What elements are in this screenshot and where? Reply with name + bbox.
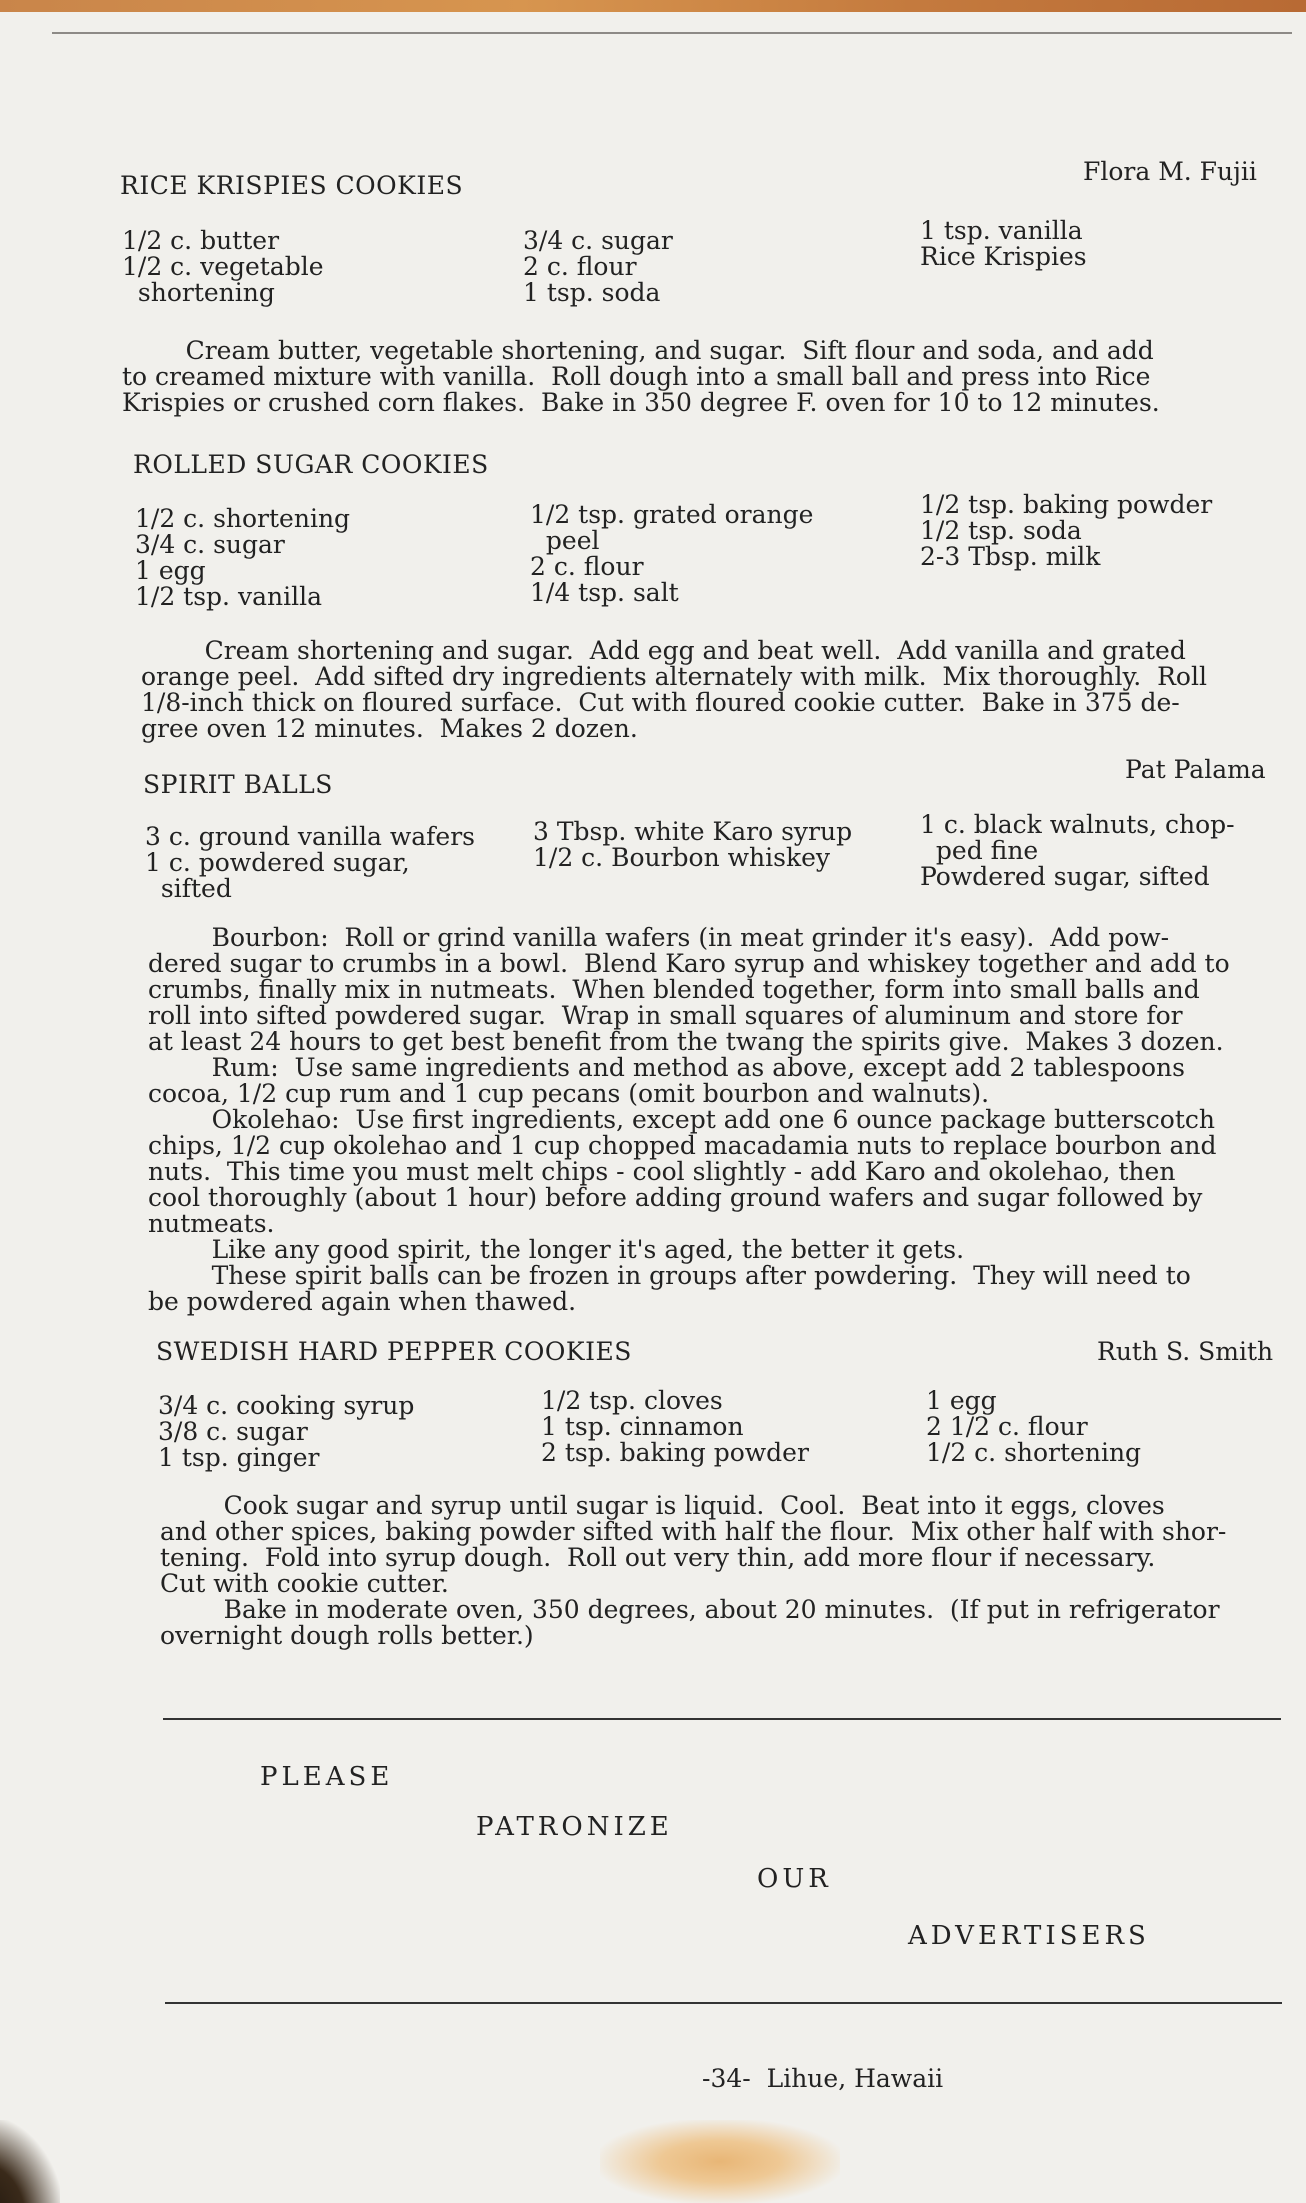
ingredients-col1 <box>122 228 324 306</box>
direction-line: Cream butter, vegetable shortening, and sugar. Sift flour and soda, and add <box>122 336 1154 365</box>
ingredient: 1 tsp. vanilla <box>920 216 1083 245</box>
recipe-title: SWEDISH HARD PEPPER COOKIES <box>156 1337 632 1366</box>
recipe-directions <box>122 338 1160 416</box>
ingredient: 2 c. flour <box>530 552 644 581</box>
ingredient: 2 c. flour <box>523 252 637 281</box>
direction-line: cocoa, 1/2 cup rum and 1 cup pecans (omit bourbon and walnuts). <box>148 1079 990 1108</box>
ingredient: 3/4 c. sugar <box>523 226 673 255</box>
corner-shadow <box>0 2120 60 2203</box>
direction-line: orange peel. Add sifted dry ingredients alternately with milk. Mix thoroughly. Roll <box>141 662 1207 691</box>
direction-line: Bourbon: Roll or grind vanilla wafers (in meat grinder it's easy). Add pow- <box>148 923 1170 952</box>
ingredient: 2 1/2 c. flour <box>926 1412 1088 1441</box>
recipe-author: Pat Palama <box>1125 755 1266 784</box>
direction-line: Cream shortening and sugar. Add egg and beat well. Add vanilla and grated <box>141 636 1186 665</box>
ingredient: 1/2 c. shortening <box>926 1438 1142 1467</box>
ingredient: 3/4 c. cooking syrup <box>158 1391 415 1420</box>
ingredient: 2-3 Tbsp. milk <box>920 542 1101 571</box>
ingredient: 3 Tbsp. white Karo syrup <box>533 817 853 846</box>
recipe-directions <box>148 925 1230 1315</box>
ingredient: Powdered sugar, sifted <box>920 862 1210 891</box>
direction-line: to creamed mixture with vanilla. Roll dough into a small ball and press into Rice <box>122 362 1151 391</box>
direction-line: overnight dough rolls better.) <box>160 1621 534 1650</box>
ingredient: 1 tsp. ginger <box>158 1443 320 1472</box>
ingredient: 1 tsp. cinnamon <box>541 1412 744 1441</box>
direction-line: chips, 1/2 cup okolehao and 1 cup chopped macadamia nuts to replace bourbon and <box>148 1131 1217 1160</box>
direction-line: tening. Fold into syrup dough. Roll out very thin, add more flour if necessary. <box>160 1543 1156 1572</box>
ingredients-col2 <box>541 1388 809 1466</box>
ingredient: 2 tsp. baking powder <box>541 1438 809 1467</box>
ingredient: 1/2 tsp. cloves <box>541 1386 723 1415</box>
direction-line: gree oven 12 minutes. Makes 2 dozen. <box>141 714 638 743</box>
direction-line: and other spices, baking powder sifted with half the flour. Mix other half with shor- <box>160 1517 1227 1546</box>
direction-line: Cut with cookie cutter. <box>160 1569 449 1598</box>
direction-line: be powdered again when thawed. <box>148 1287 577 1316</box>
direction-line: Bake in moderate oven, 350 degrees, about 20 minutes. (If put in refrigerator <box>160 1595 1220 1624</box>
ingredient: 1/2 c. vegetable <box>122 252 324 281</box>
direction-line: roll into sifted powdered sugar. Wrap in small squares of aluminum and store for <box>148 1001 1183 1030</box>
ingredients-col3 <box>920 492 1212 570</box>
direction-line: nutmeats. <box>148 1209 275 1238</box>
direction-line: dered sugar to crumbs in a bowl. Blend Karo syrup and whiskey together and add to <box>148 949 1230 978</box>
direction-line: Okolehao: Use first ingredients, except add one 6 ounce package butterscotch <box>148 1105 1216 1134</box>
ingredient: 1 c. black walnuts, chop- <box>920 810 1235 839</box>
ingredient: 1/2 tsp. baking powder <box>920 490 1213 519</box>
page-edge-stain <box>0 0 1306 12</box>
ingredient: Rice Krispies <box>920 242 1087 271</box>
divider-rule <box>163 1718 1281 1720</box>
direction-line: nuts. This time you must melt chips - cool slightly - add Karo and okolehao, then <box>148 1157 1176 1186</box>
ingredient: 1/2 c. Bourbon whiskey <box>533 843 831 872</box>
ingredients-col3 <box>920 218 1087 270</box>
direction-line: cool thoroughly (about 1 hour) before adding ground wafers and sugar followed by <box>148 1183 1203 1212</box>
recipe-directions <box>141 638 1207 742</box>
ingredient: 1/4 tsp. salt <box>530 578 679 607</box>
ingredient: 1/2 tsp. grated orange <box>530 500 814 529</box>
ingredient: 1 c. powdered sugar, <box>145 848 410 877</box>
ingredient: 3/4 c. sugar <box>135 530 285 559</box>
direction-line: 1/8-inch thick on floured surface. Cut with floured cookie cutter. Bake in 375 de- <box>141 688 1180 717</box>
divider-rule <box>165 2002 1282 2004</box>
ingredients-col1 <box>158 1393 414 1471</box>
ingredient: 1 tsp. soda <box>523 278 661 307</box>
advert-word: PATRONIZE <box>476 1812 673 1842</box>
ingredients-col3 <box>920 812 1235 890</box>
top-rule <box>52 32 1292 34</box>
ingredients-col2 <box>530 502 813 606</box>
ingredient: shortening <box>122 278 275 307</box>
advert-word: OUR <box>757 1864 832 1894</box>
ingredient: 1/2 c. shortening <box>135 504 351 533</box>
ingredients-col1 <box>145 824 475 902</box>
recipe-directions <box>160 1493 1226 1649</box>
recipe-title: SPIRIT BALLS <box>143 770 333 799</box>
direction-line: Krispies or crushed corn flakes. Bake in 350 degree F. oven for 10 to 12 minutes. <box>122 388 1160 417</box>
ingredient: peel <box>530 526 600 555</box>
direction-line: Cook sugar and syrup until sugar is liquid. Cool. Beat into it eggs, cloves <box>160 1491 1165 1520</box>
ingredient: 3/8 c. sugar <box>158 1417 308 1446</box>
ingredients-col3 <box>926 1388 1141 1466</box>
bottom-stain <box>600 2120 840 2203</box>
advert-word: ADVERTISERS <box>908 1921 1150 1951</box>
advert-word: PLEASE <box>260 1762 394 1792</box>
ingredient: 1 egg <box>926 1386 997 1415</box>
ingredient: 1 egg <box>135 556 206 585</box>
direction-line: Rum: Use same ingredients and method as above, except add 2 tablespoons <box>148 1053 1185 1082</box>
recipe-author: Ruth S. Smith <box>1097 1337 1274 1366</box>
recipe-title: RICE KRISPIES COOKIES <box>120 171 464 200</box>
ingredient: 1/2 tsp. soda <box>920 516 1082 545</box>
ingredients-col1 <box>135 506 350 610</box>
ingredient: sifted <box>145 874 232 903</box>
ingredient: 1/2 tsp. vanilla <box>135 582 322 611</box>
recipe-title: ROLLED SUGAR COOKIES <box>133 450 489 479</box>
page-footer: -34- Lihue, Hawaii <box>702 2064 944 2093</box>
direction-line: These spirit balls can be frozen in groups after powdering. They will need to <box>148 1261 1191 1290</box>
ingredient: 1/2 c. butter <box>122 226 280 255</box>
recipe-author: Flora M. Fujii <box>1083 157 1257 186</box>
ingredients-col2 <box>533 819 852 871</box>
direction-line: crumbs, finally mix in nutmeats. When blended together, form into small balls and <box>148 975 1200 1004</box>
ingredient: ped fine <box>920 836 1039 865</box>
ingredients-col2 <box>523 228 673 306</box>
direction-line: at least 24 hours to get best benefit from the twang the spirits give. Makes 3 dozen. <box>148 1027 1224 1056</box>
direction-line: Like any good spirit, the longer it's aged, the better it gets. <box>148 1235 965 1264</box>
ingredient: 3 c. ground vanilla wafers <box>145 822 476 851</box>
